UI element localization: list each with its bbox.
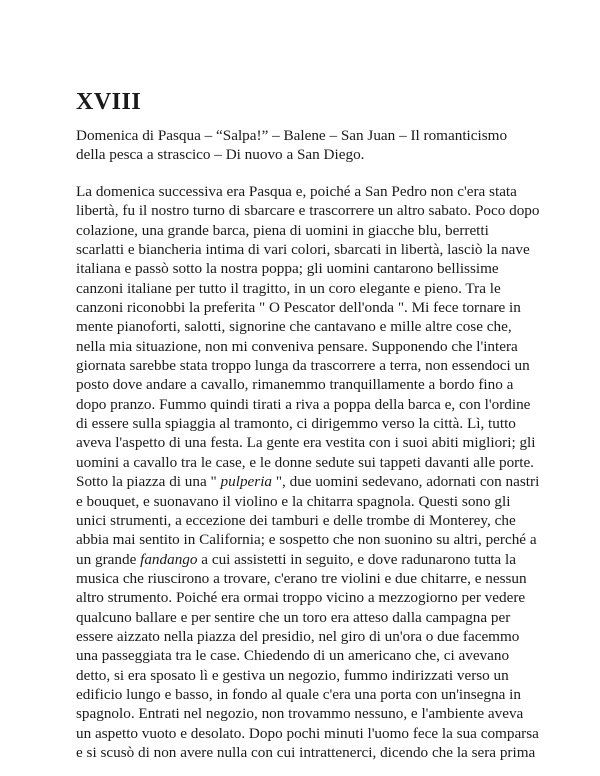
body-line: e bouquet, e suonavano il violino e la chitarra spagnola. Questi sono gli	[76, 492, 511, 510]
body-line: canzoni italiane per tutto il tragitto, in un coro elegante e pieno. Tra le	[76, 279, 501, 297]
body-line: unici strumenti, a eccezione dei tamburi e delle trombe di Monterey, che	[76, 511, 516, 529]
chapter-summary	[76, 126, 536, 164]
body-line: un aspetto vuoto e desolato. Dopo pochi minuti l'uomo fece la sua comparsa	[76, 724, 539, 742]
chapter-title: XVIII	[76, 89, 142, 115]
body-line: italiana e passò sotto la nostra poppa; gli uomini cantarono bellissime	[76, 260, 499, 278]
body-line: mente pianoforti, salotti, signorine che cantavano e mille altre cose che,	[76, 318, 512, 336]
italic-term: pulperia	[220, 473, 273, 491]
body-line: qualcuno ballare e per sentire che un toro era atteso dalla campagna per	[76, 608, 511, 626]
body-line: essere aizzato nella piazza del presidio, nel giro di un'ora o due facemmo	[76, 627, 520, 645]
body-line: un grande fandango a cui assistetti in seguito, e dove radunarono tutta la	[76, 550, 516, 568]
summary-line: Domenica di Pasqua – “Salpa!” – Balene – San Juan – Il romanticismo	[76, 127, 508, 144]
body-line: posto dove andare a cavallo, rimanemmo tranquillamente a bordo fino a	[76, 376, 514, 394]
body-paragraph	[76, 182, 538, 762]
body-line: giornata sarebbe stata troppo lunga da trascorrere a terra, non essendoci un	[76, 357, 530, 375]
body-line: e si scusò di non avere nulla con cui intrattenerci, dicendo che la sera prima	[76, 743, 536, 761]
body-line: detto, si era sposato lì e gestiva un negozio, fummo indirizzati verso un	[76, 666, 509, 684]
body-line: di essere sulla spiaggia al tramonto, ci dirigemmo verso la città. Lì, tutto	[76, 415, 516, 433]
body-line: abbia mai sentito in California; e sospetto che non suonino su altri, perché a	[76, 531, 537, 549]
body-line: uomini a cavallo tra le case, e le donne sedute sui tappeti davanti alle porte.	[76, 453, 534, 471]
body-line: edificio lungo e basso, in fondo al quale c'era una porta con un'insegna in	[76, 685, 521, 703]
body-line: Sotto la piazza di una " pulperia ", due uomini sedevano, adornati con nastri	[76, 473, 540, 491]
body-line: spagnolo. Entrati nel negozio, non trovammo nessuno, e l'ambiente aveva	[76, 705, 524, 723]
body-line: musica che riuscirono a trovare, c'erano tre violini e due chitarre, e nessun	[76, 569, 527, 587]
body-line: La domenica successiva era Pasqua e, poiché a San Pedro non c'era stata	[76, 183, 517, 200]
body-line: canzoni riconobbi la preferita " O Pescator dell'onda ". Mi fece tornare in	[76, 299, 521, 317]
body-line: altro strumento. Poiché era ormai troppo vicino a mezzogiorno per vedere	[76, 589, 526, 607]
body-line: colazione, una grande barca, piena di uomini in giacche blu, berretti	[76, 221, 489, 239]
italic-term: fandango	[140, 550, 198, 568]
body-line: nella mia situazione, non mi conveniva pensare. Supponendo che l'intera	[76, 337, 518, 355]
body-line: libertà, fu il nostro turno di sbarcare e trascorrere un altro sabato. Poco dopo	[76, 202, 540, 220]
body-line: aveva l'aspetto di una festa. La gente era vestita con i suoi abiti migliori; gli	[76, 434, 536, 452]
body-line: una passeggiata tra le case. Chiedendo di un americano che, ci avevano	[76, 647, 510, 665]
body-line: scarlatti e biancheria intima di vari colori, sbarcati in libertà, lasciò la nave	[76, 241, 530, 259]
summary-line: della pesca a strascico – Di nuovo a San Diego.	[76, 146, 365, 163]
body-line: dopo pranzo. Fummo quindi tirati a riva a poppa della barca e, con l'ordine	[76, 395, 531, 413]
